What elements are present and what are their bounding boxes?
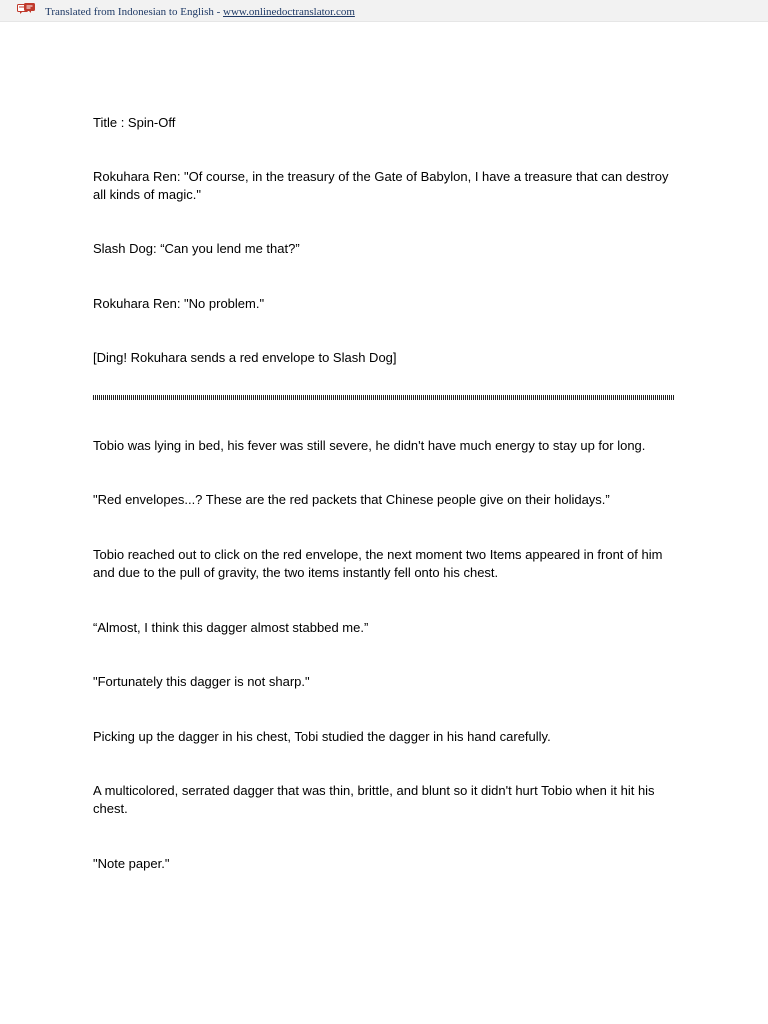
paragraph: "Note paper." [93,856,170,871]
paragraph: Slash Dog: “Can you lend me that?” [93,241,300,256]
translator-link[interactable]: www.onlinedoctranslator.com [223,6,355,18]
paragraph: Picking up the dagger in his chest, Tobi studied the dagger in his hand carefully. [93,729,551,744]
paragraph: Tobio was lying in bed, his fever was still severe, he didn't have much energy to stay up for long. [93,438,646,453]
paragraph: Rokuhara Ren: "No problem." [93,296,265,311]
banner-text [45,6,355,19]
paragraph: "Red envelopes...? These are the red packets that Chinese people give on their holidays.” [93,492,610,507]
banner-prefix: Translated from Indonesian to English - [45,6,224,18]
paragraph: "Fortunately this dagger is not sharp." [93,674,310,689]
section-divider [93,395,675,400]
translator-logo-icon [17,3,35,16]
paragraph: Rokuhara Ren: "Of course, in the treasury of the Gate of Babylon, I have a treasure that can destroy all kinds of magic." [93,169,669,202]
paragraph: “Almost, I think this dagger almost stabbed me.” [93,620,369,635]
translation-banner [0,0,768,22]
paragraph: [Ding! Rokuhara sends a red envelope to Slash Dog] [93,350,397,365]
paragraph: A multicolored, serrated dagger that was thin, brittle, and blunt so it didn't hurt Tobio when it hit his chest. [93,783,655,816]
paragraph: Tobio reached out to click on the red envelope, the next moment two Items appeared in front of him and due to the pull of gravity, the two items instantly fell onto his chest. [93,547,663,580]
document-title: Title : Spin-Off [93,115,176,130]
